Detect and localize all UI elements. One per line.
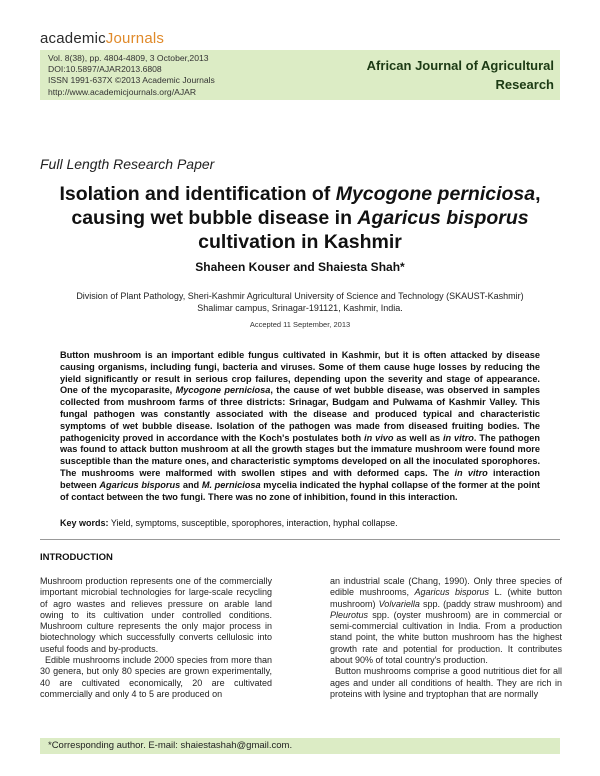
paragraph: an industrial scale (Chang, 1990). Only three species of edible mushrooms, Agaricus bisporus L. (white button mushroom) Volvariella spp. (paddy straw mushroom) and Pleurotus spp. (oyster mushroom) are in commercial or semi-commercial cultivation in India. From a production stand point, the white button mushroom has the highest growth rate and potential for production. It contributes about 90% of total country's production. xyxy=(330,576,563,666)
article-title: Isolation and identification of Mycogone perniciosa, causing wet bubble disease in Agaricus bisporus cultivation in Kashmir xyxy=(59,183,541,253)
volume-info: Vol. 8(38), pp. 4804-4809, 3 October,2013 xyxy=(48,53,209,63)
body-column-left xyxy=(40,576,272,700)
accepted-date: Accepted 11 September, 2013 xyxy=(249,320,351,329)
paragraph: Mushroom production represents one of the commercially important microbial technologies for large-scale recycling of agro wastes and relieves pressure on arable land owing to its cultivation under controlled conditions. Mushroom culture represents the only major process in biotechnology which successfully converts cellulosic into useful foods and by-products. xyxy=(40,576,272,654)
body-column-right xyxy=(330,576,562,700)
affiliation: Division of Plant Pathology, Sheri-Kashmir Agricultural University of Science and Technology (SKAUST-Kashmir) Shalimar campus, Srinagar-191121, Kashmir, India. xyxy=(76,291,524,313)
article-meta xyxy=(48,53,215,98)
journal-url: http://www.academicjournals.org/AJAR xyxy=(48,86,197,97)
authors: Shaheen Kouser and Shaiesta Shah* xyxy=(195,260,405,274)
journal-logo: academicJournals xyxy=(40,30,165,47)
issn: ISSN 1991-637X ©2013 Academic Journals xyxy=(48,75,215,86)
doi: DOI:10.5897/AJAR2013.6808 xyxy=(48,64,162,75)
document-type: Full Length Research Paper xyxy=(40,156,215,172)
abstract: Button mushroom is an important edible fungus cultivated in Kashmir, but it is often attacked by disease causing organisms, including fungi, bacteria and viruses. Some of them cause huge losses by reducing the yield significantly or result in serious crop failures, depending upon the severity and stage of appearance. One of the mycoparasite, Mycogone perniciosa, the cause of wet bubble disease, was observed in samples collected from mushroom farms of three districts: Srinagar, Budgam and Pulwama of Kashmir Valley. This fungal pathogen was constantly associated with the disease and produced typical and characteristic symptoms of wet bubble disease. Isolation of the pathogen was made from diseased fruiting bodies. The pathogenicity proved in accordance with the Koch's postulates both in vivo as well as in vitro. The pathogen was found to attack button mushroom at all the growth stages but the immature mushroom were found more susceptible than the mature ones, and characteristic symptoms developed on all the inoculated sporophores. The mushrooms were malformed with swollen stipes and with deformed caps. The in vitro interaction between Agaricus bisporus and M. perniciosa mycelia indicated the hyphal collapse of the former at the point of contact between the two fungi. There was no zone of inhibition, found in this interaction. xyxy=(60,350,540,502)
paragraph: Edible mushrooms include 2000 species from more than 30 genera, but only 80 species are grown experimentally, 40 are cultivated economically, 20 are cultivated commercially and only 4 to 5 are produced on xyxy=(40,655,272,699)
journal-name: African Journal of Agricultural Research xyxy=(366,58,554,92)
section-divider xyxy=(40,539,560,540)
keywords: Key words: Yield, symptoms, susceptible, sporophores, interaction, hyphal collapse. xyxy=(60,518,398,528)
section-heading-introduction: INTRODUCTION xyxy=(40,552,113,563)
paragraph: Button mushrooms comprise a good nutritious diet for all ages and under all conditions of health. They are rich in proteins with lysine and tryptophan that are normally xyxy=(330,666,562,699)
corresponding-author-footnote: *Corresponding author. E-mail: shaiestashah@gmail.com. xyxy=(40,738,560,754)
